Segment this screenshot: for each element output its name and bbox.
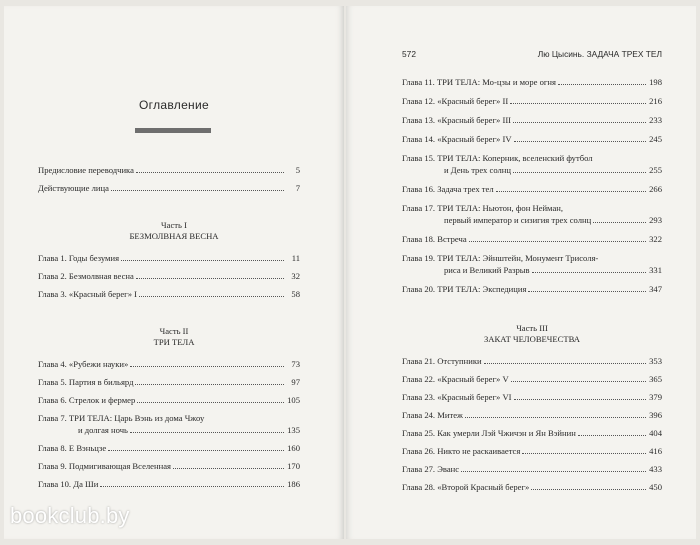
toc-entry[interactable]: Глава 7. ТРИ ТЕЛА: Царь Вэнь из дома Чжоу и долгая ночь 135 [38, 413, 300, 435]
toc-entry[interactable]: Глава 5. Партия в бильярд 97 [38, 377, 300, 387]
part-name: ЗАКАТ ЧЕЛОВЕЧЕСТВА [483, 334, 581, 344]
toc-entry[interactable]: Глава 20. ТРИ ТЕЛА: Экспедиция 347 [402, 284, 662, 294]
toc-entry[interactable]: Глава 21. Отступники 353 [402, 356, 662, 366]
part-label: Часть III [516, 323, 548, 333]
toc-title: Оглавление [139, 98, 209, 112]
toc-entry[interactable]: Глава 28. «Второй Красный берег» 450 [402, 482, 662, 492]
running-head-title: Лю Цысинь. ЗАДАЧА ТРЕХ ТЕЛ [537, 49, 662, 59]
part-2-chapters-cont [402, 76, 662, 295]
toc-entry[interactable]: Глава 24. Митеж 396 [402, 410, 662, 420]
toc-entry[interactable]: Глава 14. «Красный берег» IV 245 [402, 134, 662, 144]
part-1-chapters [38, 252, 300, 300]
part-name: ТРИ ТЕЛА [153, 337, 195, 347]
part-name: БЕЗМОЛВНАЯ ВЕСНА [129, 231, 219, 241]
toc-entry[interactable]: Глава 17. ТРИ ТЕЛА: Ньютон, фон Нейман, первый император и сизигия трех солнц 293 [402, 203, 662, 225]
title-rule [135, 128, 211, 133]
part-2-heading [4, 326, 344, 348]
watermark: bookclub.by [10, 503, 130, 528]
toc-entry[interactable]: Глава 26. Никто не раскаивается 416 [402, 446, 662, 456]
toc-entry[interactable]: Действующие лица 7 [38, 183, 300, 193]
toc-entry[interactable]: Глава 9. Подмигивающая Вселенная 170 [38, 461, 300, 471]
toc-entry[interactable]: Глава 22. «Красный берег» V 365 [402, 374, 662, 384]
part-label: Часть II [159, 326, 189, 336]
right-page [346, 6, 696, 539]
toc-entry[interactable]: Глава 19. ТРИ ТЕЛА: Эйнштейн, Монумент Трисоля- риса и Великий Разрыв 331 [402, 253, 662, 275]
toc-entry[interactable]: Глава 4. «Рубежи науки» 73 [38, 359, 300, 369]
toc-entry[interactable]: Глава 8. Е Вэньцзе 160 [38, 443, 300, 453]
toc-entry[interactable]: Глава 27. Эванс 433 [402, 464, 662, 474]
part-3-chapters [402, 355, 662, 493]
toc-entry[interactable]: Глава 10. Да Ши 186 [38, 479, 300, 489]
toc-entry[interactable]: Глава 11. ТРИ ТЕЛА: Мо-цзы и море огня 198 [402, 77, 662, 87]
toc-entry[interactable]: Глава 16. Задача трех тел 266 [402, 184, 662, 194]
toc-entry[interactable]: Глава 3. «Красный берег» I 58 [38, 289, 300, 299]
part-3-heading [402, 323, 662, 345]
toc-entry[interactable]: Глава 2. Безмолвная весна 32 [38, 271, 300, 281]
toc-entry[interactable]: Глава 13. «Красный берег» III 233 [402, 115, 662, 125]
front-matter-list [38, 164, 300, 194]
part-1-heading [4, 220, 344, 242]
left-page [4, 6, 344, 539]
toc-entry[interactable]: Предисловие переводчика 5 [38, 165, 300, 175]
toc-entry[interactable]: Глава 18. Встреча 322 [402, 234, 662, 244]
part-2-chapters [38, 358, 300, 490]
toc-entry[interactable]: Глава 15. ТРИ ТЕЛА: Коперник, вселенский футбол и День трех солнц 255 [402, 153, 662, 175]
toc-entry[interactable]: Глава 12. «Красный берег» II 216 [402, 96, 662, 106]
toc-entry[interactable]: Глава 6. Стрелок и фермер 105 [38, 395, 300, 405]
page-number: 572 [402, 49, 416, 59]
toc-entry[interactable]: Глава 25. Как умерли Лэй Чжичэн и Ян Вэйнин 404 [402, 428, 662, 438]
running-head [402, 49, 662, 59]
toc-entry[interactable]: Глава 1. Годы безумия 11 [38, 253, 300, 263]
part-label: Часть I [161, 220, 187, 230]
toc-entry[interactable]: Глава 23. «Красный берег» VI 379 [402, 392, 662, 402]
